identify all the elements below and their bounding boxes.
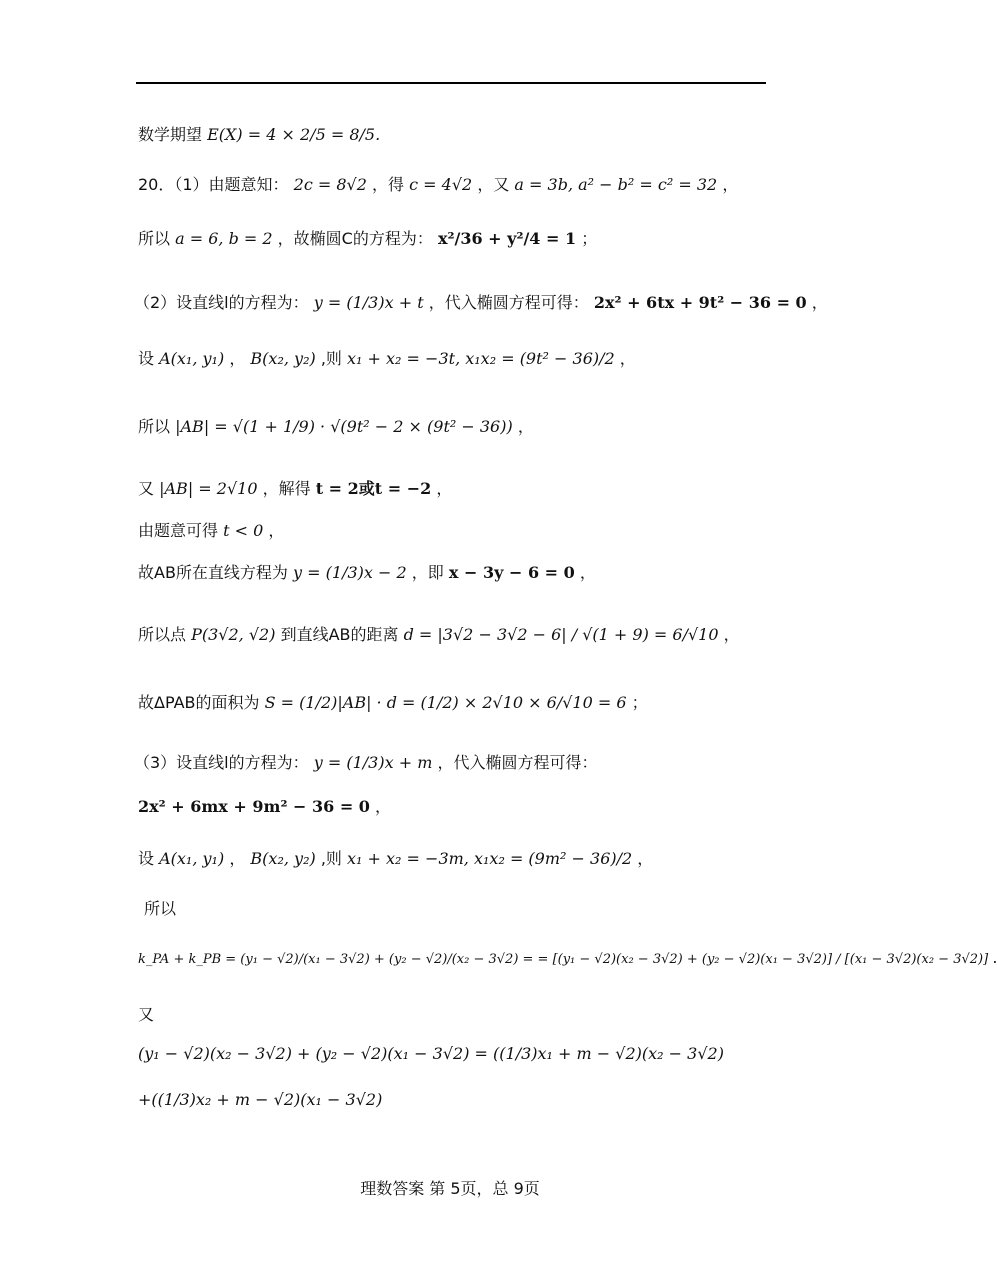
text: . <box>992 948 997 967</box>
text: ； <box>581 229 598 248</box>
line-ellipse <box>138 226 597 249</box>
line-ab-equation <box>138 560 596 583</box>
line-you <box>138 1002 154 1025</box>
line-part2 <box>134 290 828 313</box>
page-footer: 理数答案 第 5页，总 9页 <box>360 1179 540 1198</box>
text: 故ΔPAB的面积为 <box>138 693 260 712</box>
text: ， <box>517 417 534 436</box>
math: +((1/3)x₂ + m − √2)(x₁ − 3√2) <box>138 1090 383 1109</box>
text: （2）设直线l的方程为： <box>134 293 309 312</box>
math: A(x₁, y₁) <box>159 349 225 368</box>
math: |AB| = √(1 + 1/9) · √(9t² − 2 × (9t² − 36)) <box>175 417 513 436</box>
text: ， <box>811 293 828 312</box>
text: ， <box>637 849 654 868</box>
text: ，代入椭圆方程可得： <box>437 753 598 772</box>
line-set-ab <box>138 346 636 369</box>
math: 2c = 8√2 <box>293 175 367 194</box>
text: 数学期望 <box>138 125 203 144</box>
math: S = (1/2)|AB| · d = (1/2) × 2√10 × 6/√10 = 6 <box>264 693 627 712</box>
text: ，故椭圆C的方程为： <box>277 229 433 248</box>
line-so <box>144 896 176 919</box>
text: 所以 <box>138 417 171 436</box>
text: ， <box>619 349 636 368</box>
math: |AB| = 2√10 <box>159 479 258 498</box>
line-distance <box>138 622 740 645</box>
text: ，得 <box>372 175 405 194</box>
math-k-sum: k_PA + k_PB = (y₁ − √2)/(x₁ − 3√2) + (y₂ − √2)/(x₂ − 3√2) = = [(y₁ − √2)(x₂ − 3√2) + (y₂ − √2)(x₁ − 3√2)] / [(x₁ − 3√2)(x₂ − 3√2)] <box>138 952 989 967</box>
math: 2x² + 6mx + 9m² − 36 = 0 <box>138 797 370 816</box>
text: ，又 <box>477 175 510 194</box>
text: （3）设直线l的方程为： <box>134 753 309 772</box>
text: ， <box>722 175 739 194</box>
text: 设 <box>138 849 155 868</box>
math: y = (1/3)x − 2 <box>293 563 407 582</box>
math: B(x₂, y₂) <box>250 349 316 368</box>
text: ，即 <box>411 563 444 582</box>
text: 20．（1）由题意知： <box>138 175 289 194</box>
text: ， <box>723 625 740 644</box>
math: a = 6, b = 2 <box>175 229 273 248</box>
ellipse-equation: x²/36 + y²/4 = 1 <box>437 229 577 248</box>
text: 又 <box>138 479 155 498</box>
text: 所以 <box>144 899 177 918</box>
math: a = 3b, a² − b² = c² = 32 <box>514 175 718 194</box>
math: t = 2或t = −2 <box>315 479 432 498</box>
math: x − 3y − 6 = 0 <box>448 563 575 582</box>
line-set3-ab <box>138 846 653 869</box>
math: B(x₂, y₂) <box>250 849 316 868</box>
text: 由题意可得 <box>138 521 219 540</box>
math: d = |3√2 − 3√2 − 6| / √(1 + 9) = 6/√10 <box>403 625 719 644</box>
text: 所以 <box>138 229 171 248</box>
text: ,则 <box>320 849 342 868</box>
header-rule <box>136 82 766 84</box>
line-area <box>138 690 648 713</box>
text: 又 <box>138 1005 155 1024</box>
math: (y₁ − √2)(x₂ − 3√2) + (y₂ − √2)(x₁ − 3√2) = ((1/3)x₁ + m − √2)(x₂ − 3√2) <box>138 1044 724 1063</box>
text: ， <box>229 849 246 868</box>
line-ab-length <box>138 414 534 437</box>
line-q20-part1 <box>138 172 738 195</box>
text: ,则 <box>320 349 342 368</box>
math: 2x² + 6tx + 9t² − 36 = 0 <box>593 293 807 312</box>
math: c = 4√2 <box>409 175 473 194</box>
text: ， <box>268 521 285 540</box>
text: 到直线AB的距离 <box>280 625 399 644</box>
math: t < 0 <box>223 521 264 540</box>
text: 所以点 <box>138 625 187 644</box>
math-expectation: E(X) = 4 × 2/5 = 8/5. <box>207 125 381 144</box>
line-expectation <box>138 122 380 145</box>
line-expand-1 <box>138 1044 724 1063</box>
math: P(3√2, √2) <box>191 625 276 644</box>
math: x₁ + x₂ = −3t, x₁x₂ = (9t² − 36)/2 <box>347 349 615 368</box>
text: ，代入椭圆方程可得： <box>428 293 589 312</box>
line-k-sum <box>138 948 997 967</box>
line-condition <box>138 518 284 541</box>
math: y = (1/3)x + t <box>313 293 424 312</box>
text: ， <box>375 797 392 816</box>
line-expand-2 <box>138 1090 382 1109</box>
text: ，解得 <box>262 479 311 498</box>
line-part3 <box>134 750 597 773</box>
math: A(x₁, y₁) <box>159 849 225 868</box>
text: ； <box>631 693 648 712</box>
text: 故AB所在直线方程为 <box>138 563 288 582</box>
text: 设 <box>138 349 155 368</box>
text: ， <box>579 563 596 582</box>
text: ， <box>436 479 453 498</box>
text: ， <box>229 349 246 368</box>
math: y = (1/3)x + m <box>313 753 433 772</box>
line-part3-eq <box>138 794 391 817</box>
math: x₁ + x₂ = −3m, x₁x₂ = (9m² − 36)/2 <box>347 849 633 868</box>
line-ab-value <box>138 476 452 499</box>
